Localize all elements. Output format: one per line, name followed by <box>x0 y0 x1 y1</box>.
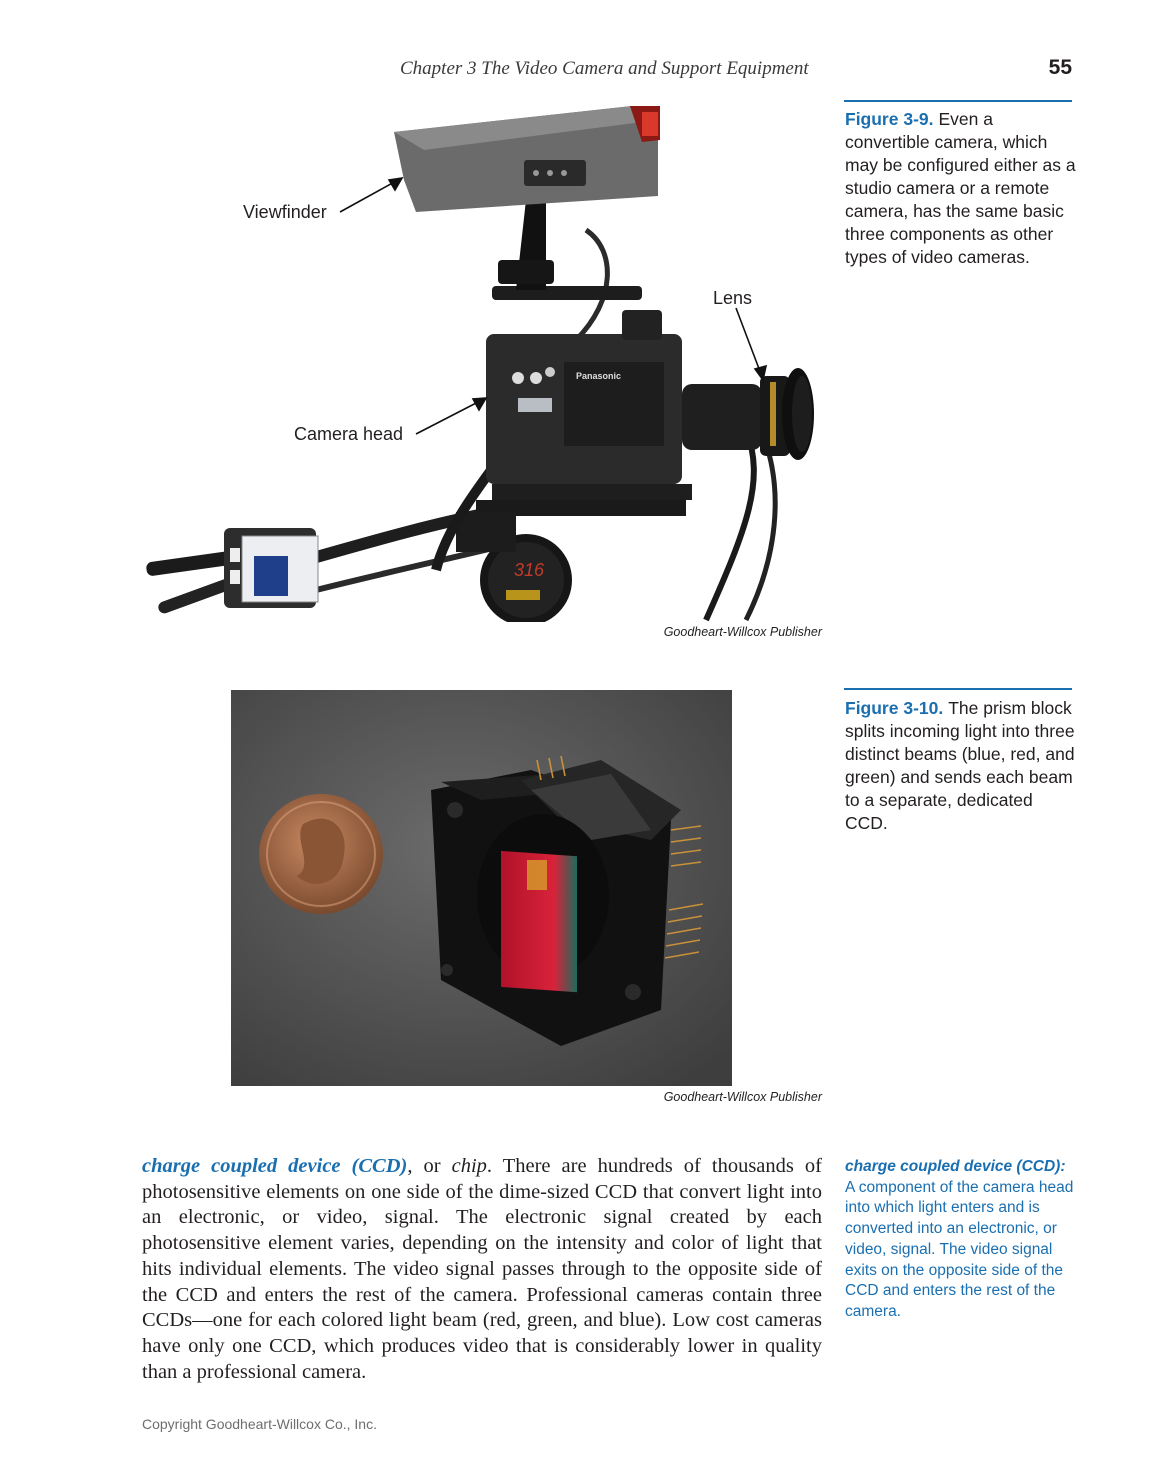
callout-lens: Lens <box>713 288 753 308</box>
lens-unit <box>682 368 814 460</box>
figure-3-9-caption <box>845 108 1077 269</box>
figure-3-10-caption-text: The prism block splits incoming light into three distinct beams (blue, red, and green) and sends each beam to a separate, dedicated CCD. <box>845 698 1075 833</box>
penny-coin <box>259 794 383 914</box>
figure-3-9-photo <box>146 100 822 622</box>
callout-viewfinder: Viewfinder <box>243 202 327 222</box>
figure-3-10-photo <box>231 690 732 1086</box>
figure-3-10-rule <box>844 688 1072 690</box>
body-after-term: , or <box>407 1155 452 1177</box>
pan-head-number: 316 <box>514 560 545 580</box>
ccu-box <box>224 528 318 608</box>
body-alt-term: chip <box>451 1155 487 1177</box>
page-number: 55 <box>1048 56 1072 79</box>
figure-3-9-credit: Goodheart-Willcox Publisher <box>663 625 822 639</box>
copyright-footer: Copyright Goodheart-Willcox Co., Inc. <box>142 1416 377 1432</box>
pan-head <box>456 500 686 622</box>
running-header-title: Chapter 3 The Video Camera and Support Equipment <box>400 58 809 79</box>
glossary-definition: A component of the camera head into which light enters and is converted into an electronic, or video, signal. The video signal exits on the opposite side of the CCD and enters the rest of the camera. <box>845 1178 1074 1320</box>
body-text: . There are hundreds of thousands of photosensitive elements on one side of the dime-sized CCD that convert light into an electronic, or video, signal. The electronic signal created by each photosensitive element varies, depending on the intensity and color of light that hits individual elements. The video signal passes through to the opposite side of the CCD and enters the rest of the camera. Professional cameras contain three CCDs—one for each colored light beam (red, green, and blue). Low cost cameras have only one CCD, which produces video that is considerably lower in quality than a professional camera. <box>142 1155 822 1383</box>
figure-3-10-credit: Goodheart-Willcox Publisher <box>663 1090 822 1104</box>
glossary-entry <box>845 1157 1077 1323</box>
callout-camera-head: Camera head <box>294 424 404 444</box>
body-paragraph <box>142 1154 822 1385</box>
camera-brand-label: Panasonic <box>576 371 622 381</box>
figure-3-9-caption-text: Even a convertible camera, which may be configured either as a studio camera or a remote camera, has the same basic three components as other types of video cameras. <box>845 109 1076 267</box>
figure-3-10-caption <box>845 697 1077 835</box>
camera-head-body <box>486 334 692 500</box>
figure-3-10-number: Figure 3-10. <box>845 698 944 718</box>
viewfinder-unit <box>394 106 660 212</box>
body-term-ccd: charge coupled device (CCD) <box>142 1155 408 1177</box>
figure-3-9-rule <box>844 100 1072 102</box>
figure-3-9-number: Figure 3-9. <box>845 109 934 129</box>
glossary-term: charge coupled device (CCD): <box>845 1158 1066 1175</box>
